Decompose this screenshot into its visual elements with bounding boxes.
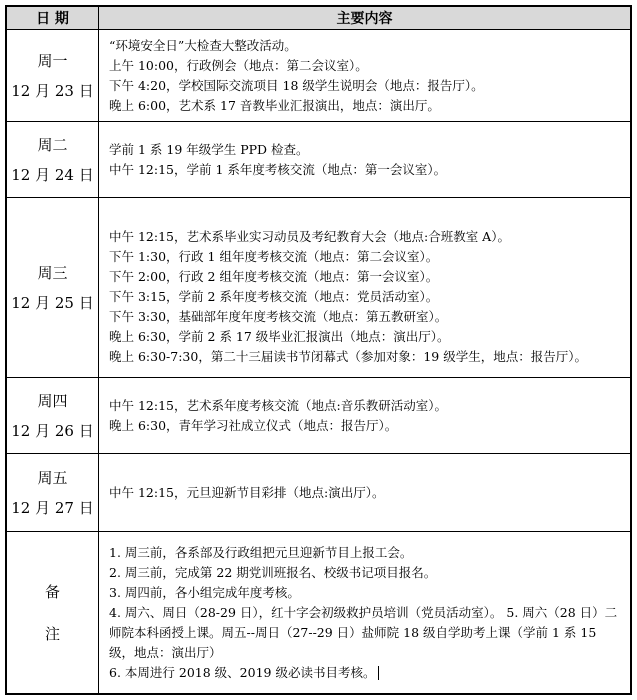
list-item: 下午 4:20，学校国际交流项目 18 级学生说明会（地点：报告厅）。: [109, 77, 484, 93]
weekday-label: 周一: [37, 51, 68, 70]
content-cell: [99, 198, 631, 378]
content-column-header: 主要内容: [99, 7, 631, 30]
date-label: 12 月 24 日: [11, 165, 94, 184]
list-item: 中午 12:15，元旦迎新节目彩排（地点:演出厅）。: [109, 484, 385, 500]
list-item: 上午 10:00，行政例会（地点：第二会议室）。: [109, 57, 368, 73]
day-row-monday: [7, 30, 631, 122]
date-label: 12 月 25 日: [11, 293, 94, 312]
content-cell: [99, 378, 631, 454]
date-cell: [7, 122, 99, 198]
note-item: 4. 周六、周日（28-29 日），红十字会初级救护员培训（党员活动室）。 5. 周六（28 日）二师院本科函授上课。周五--周日（27--29 日）盐师院 18 级自学助考上课（学前 1 系 15 级，地点：演出厅）: [109, 604, 618, 660]
text-cursor: [378, 666, 379, 680]
notes-label-bottom: 注: [44, 624, 60, 643]
date-label: 12 月 26 日: [11, 421, 94, 440]
weekday-label: 周五: [37, 468, 68, 487]
list-item: 中午 12:15，学前 1 系年度考核交流（地点：第一会议室）。: [109, 161, 447, 177]
note-item: 6. 本周进行 2018 级、2019 级必读书目考核。: [109, 664, 376, 680]
list-item: 下午 3:30，基础部年度年度考核交流（地点：第五教研室）。: [109, 308, 448, 324]
date-cell: [7, 454, 99, 532]
notes-label-top: 备: [44, 582, 60, 601]
day-row-tuesday: [7, 122, 631, 198]
list-item: 晚上 6:00，艺术系 17 音教毕业汇报演出，地点：演出厅。: [109, 97, 440, 113]
content-cell: [99, 454, 631, 532]
schedule-document: [5, 5, 632, 695]
list-item: 晚上 6:30，青年学习社成立仪式（地点：报告厅）。: [109, 417, 398, 433]
weekday-label: 周三: [37, 263, 68, 282]
list-item: 中午 12:15，艺术系年度考核交流（地点:音乐教研活动室）。: [109, 397, 447, 413]
note-item: 2. 周三前，完成第 22 期党训班报名、校级书记项目报名。: [109, 564, 437, 580]
notes-content-cell: [99, 532, 631, 694]
day-row-wednesday: [7, 198, 631, 378]
note-item: 1. 周三前，各系部及行政组把元旦迎新节目上报工会。: [109, 544, 413, 560]
list-item: 晚上 6:30-7:30，第二十三届读书节闭幕式（参加对象：19 级学生，地点：报告厅）。: [109, 348, 587, 364]
list-item: 下午 2:00，行政 2 组年度考核交流（地点：第一会议室）。: [109, 268, 439, 284]
content-cell: [99, 122, 631, 198]
weekday-label: 周二: [37, 135, 68, 154]
list-item: 下午 3:15，学前 2 系年度考核交流（地点：党员活动室）。: [109, 288, 439, 304]
schedule-table: [6, 6, 631, 694]
date-cell: [7, 378, 99, 454]
note-item: 3. 周四前，各小组完成年度考核。: [109, 584, 300, 600]
day-row-thursday: [7, 378, 631, 454]
date-cell: [7, 198, 99, 378]
date-label: 12 月 27 日: [11, 498, 94, 517]
notes-label-cell: [7, 532, 99, 694]
weekday-label: 周四: [37, 391, 68, 410]
date-label: 12 月 23 日: [11, 81, 94, 100]
list-item: 晚上 6:30，学前 2 系 17 级毕业汇报演出（地点：演出厅）。: [109, 328, 450, 344]
note-item-last: [109, 663, 624, 683]
header-row: [7, 7, 631, 30]
list-item: 中午 12:15，艺术系毕业实习动员及考纪教育大会（地点:合班教室 A）。: [109, 228, 510, 244]
list-item: 学前 1 系 19 年级学生 PPD 检查。: [109, 141, 309, 157]
notes-row: [7, 532, 631, 694]
list-item: “环境安全日”大检查大整改活动。: [109, 37, 297, 53]
list-item: 下午 1:30，行政 1 组年度考核交流（地点：第二会议室）。: [109, 248, 439, 264]
day-row-friday: [7, 454, 631, 532]
content-cell: [99, 30, 631, 122]
date-column-header: 日 期: [7, 7, 99, 30]
date-cell: [7, 30, 99, 122]
